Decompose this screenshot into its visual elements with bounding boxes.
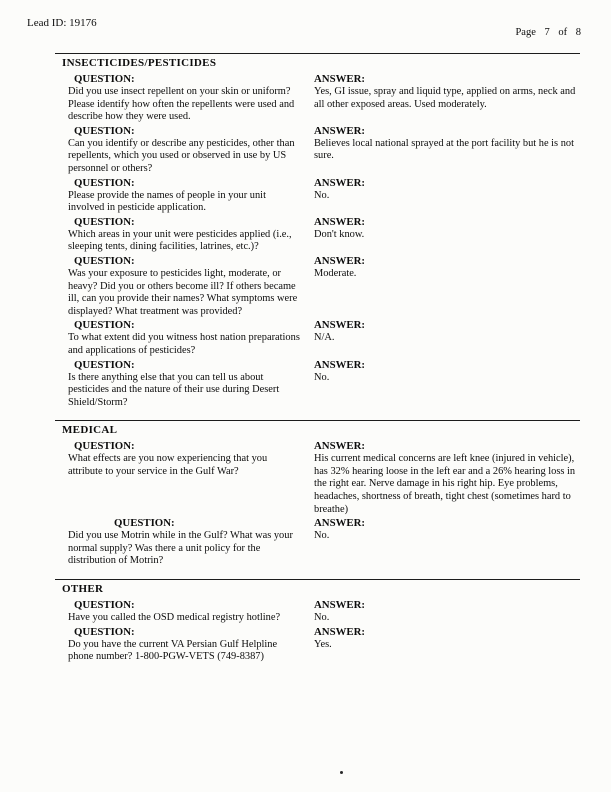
question-text: Which areas in your unit were pesticides applied (i.e., sleeping tents, dining facilities, latrines, etc.)? <box>68 228 292 253</box>
lead-id: Lead ID: 19176 <box>27 17 97 29</box>
question-cell <box>68 255 304 318</box>
section-medical <box>55 420 580 577</box>
answer-text: No. <box>314 189 330 201</box>
scan-artifact-dot <box>340 771 343 774</box>
question-cell <box>68 177 304 215</box>
answer-cell <box>314 73 580 124</box>
answer-label: ANSWER: <box>314 599 365 612</box>
question-label: QUESTION: <box>74 625 135 638</box>
qa-row <box>55 359 580 410</box>
question-label: QUESTION: <box>74 215 135 228</box>
answer-text: His current medical concerns are left knee (injured in vehicle), has 32% hearing loose in the left ear and a 26% hearing loss in the right ear. Nerve damage in his right hip. Eye problems, headaches, shortness of breath, tight chest (sometimes hard to breathe) <box>314 453 576 515</box>
question-text: Can you identify or describe any pesticides, other than repellents, which you used or observed in use by US personnel or others? <box>68 137 295 174</box>
answer-label: ANSWER: <box>314 215 365 228</box>
question-text: Did you use Motrin while in the Gulf? What was your normal supply? Was there a unit policy for the distribution of Motrin? <box>68 530 293 567</box>
question-text: What effects are you now experiencing that you attribute to your service in the Gulf War? <box>68 453 268 477</box>
document-body <box>55 53 580 673</box>
answer-text: Believes local national sprayed at the port facility but he is not sure. <box>314 137 574 162</box>
question-cell <box>68 626 304 664</box>
qa-row <box>55 599 580 625</box>
answer-text: Yes. <box>314 638 332 650</box>
question-cell <box>68 359 304 410</box>
section-title: INSECTICIDES/PESTICIDES <box>62 57 217 69</box>
question-label: QUESTION: <box>74 176 135 189</box>
answer-cell <box>314 255 580 318</box>
qa-row <box>55 73 580 124</box>
answer-cell <box>314 216 580 254</box>
question-label: QUESTION: <box>74 254 135 267</box>
answer-cell <box>314 599 580 625</box>
question-cell <box>68 440 304 516</box>
answer-label: ANSWER: <box>314 176 365 189</box>
answer-label: ANSWER: <box>314 358 365 371</box>
answer-text: Yes, GI issue, spray and liquid type, applied on arms, neck and all other exposed areas. Used moderately. <box>314 86 576 110</box>
answer-text: No. <box>314 530 330 542</box>
question-cell <box>68 216 304 254</box>
qa-row <box>55 216 580 254</box>
answer-label: ANSWER: <box>314 124 365 137</box>
section-title: MEDICAL <box>62 424 118 437</box>
question-label: QUESTION: <box>74 440 135 453</box>
qa-row <box>55 177 580 215</box>
answer-text: Don't know. <box>314 228 365 240</box>
question-text: Please provide the names of people in your unit involved in pesticide application. <box>68 189 266 214</box>
qa-row <box>55 626 580 664</box>
question-cell <box>68 599 304 625</box>
question-cell <box>68 125 304 176</box>
answer-cell <box>314 517 580 568</box>
question-text: Have you called the OSD medical registry hotline? <box>68 612 281 624</box>
question-text: Did you use insect repellent on your skin or uniform? Please identify how often the repellents were used and describe how they were used. <box>68 86 295 123</box>
question-label: QUESTION: <box>74 73 135 85</box>
question-text: Is there anything else that you can tell us about pesticides and the nature of their use during Desert Shield/Storm? <box>68 371 280 408</box>
answer-text: N/A. <box>314 332 335 344</box>
question-label: QUESTION: <box>74 599 135 612</box>
question-label: QUESTION: <box>114 517 175 530</box>
qa-row <box>55 125 580 176</box>
question-label: QUESTION: <box>74 358 135 371</box>
question-cell <box>68 517 304 568</box>
answer-label: ANSWER: <box>314 73 365 85</box>
section-insecticides-pesticides <box>55 53 580 418</box>
answer-label: ANSWER: <box>314 517 365 530</box>
answer-cell <box>314 359 580 410</box>
answer-cell <box>314 440 580 516</box>
qa-row <box>55 517 580 568</box>
answer-text: No. <box>314 612 330 624</box>
answer-label: ANSWER: <box>314 625 365 638</box>
answer-cell <box>314 626 580 664</box>
answer-cell <box>314 319 580 357</box>
answer-label: ANSWER: <box>314 254 365 267</box>
section-title: OTHER <box>62 583 104 596</box>
question-text: Do you have the current VA Persian Gulf Helpline phone number? 1-800-PGW-VETS (749-8387) <box>68 638 278 663</box>
answer-cell <box>314 125 580 176</box>
page-number: Page 7 of 8 <box>515 27 581 38</box>
question-cell <box>68 319 304 357</box>
question-text: Was your exposure to pesticides light, moderate, or heavy? Did you or others become ill? If others became ill, can you provide their names? What symptoms were displayed? What treatment was provided? <box>68 267 298 317</box>
question-label: QUESTION: <box>74 319 135 332</box>
answer-cell <box>314 177 580 215</box>
qa-row <box>55 440 580 516</box>
qa-row <box>55 319 580 357</box>
question-text: To what extent did you witness host nation preparations and applications of pesticides? <box>68 332 300 356</box>
answer-label: ANSWER: <box>314 319 365 332</box>
answer-label: ANSWER: <box>314 440 365 453</box>
question-cell <box>68 73 304 124</box>
answer-text: Moderate. <box>314 267 357 279</box>
answer-text: No. <box>314 371 330 383</box>
page-header <box>0 0 611 38</box>
question-label: QUESTION: <box>74 124 135 137</box>
section-other <box>55 579 580 673</box>
qa-row <box>55 255 580 318</box>
